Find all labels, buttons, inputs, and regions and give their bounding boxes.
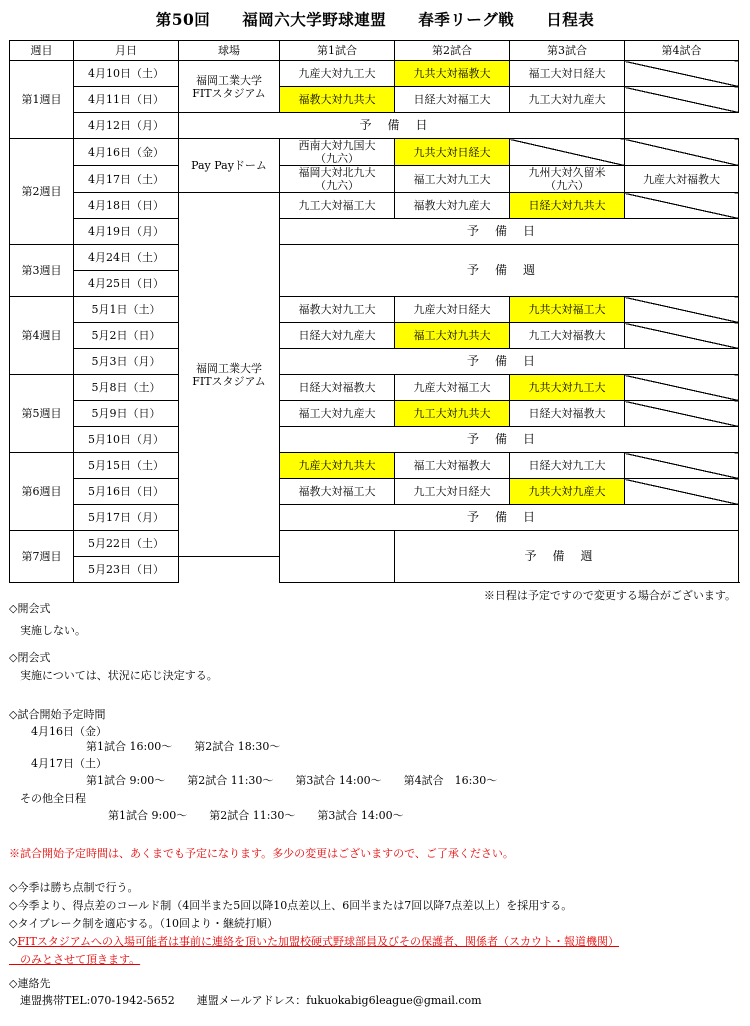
game-cell: 九産大対福工大 <box>395 375 510 401</box>
game-cell: 西南大対九国大 （九六） <box>280 139 395 166</box>
table-row <box>10 375 739 401</box>
reserve-day: 予備日 <box>280 219 739 245</box>
header-game3: 第3試合 <box>510 41 625 61</box>
week-cell: 第1週目 <box>10 61 74 139</box>
game-cell: 日経大対九工大 <box>510 453 625 479</box>
start-times-games: 第1試合 9:00～ 第2試合 11:30～ 第3試合 14:00～ 第4試合 16:30～ <box>9 774 498 787</box>
date-cell: 5月16日（日） <box>74 479 179 505</box>
date-cell: 5月23日（日） <box>74 557 179 583</box>
table-row <box>10 61 739 87</box>
rule-warning: FITスタジアムへの入場可能者は事前に連絡を頂いた加盟校硬式野球部員及びその保護者、関係者（スカウト・報道機関） <box>17 935 620 948</box>
game-cell: 福工大対福教大 <box>395 453 510 479</box>
empty-slot <box>625 61 739 87</box>
start-times-date: 4月16日（金） <box>9 725 107 738</box>
start-times-date: 4月17日（土） <box>9 757 107 770</box>
empty-slot <box>625 479 739 505</box>
game-cell: 福岡大対北九大 （九六） <box>280 166 395 193</box>
game-cell-highlight: 九工大対九共大 <box>395 401 510 427</box>
week-cell: 第7週目 <box>10 531 74 583</box>
game-cell: 九工大対福教大 <box>510 323 625 349</box>
rule-text: ◇今季より、得点差のコールド制（4回半また5回以降10点差以上、6回半または7回以降7点差以上）を採用する。 <box>9 899 573 912</box>
table-row <box>10 245 739 271</box>
header-game4: 第4試合 <box>625 41 739 61</box>
header-game2: 第2試合 <box>395 41 510 61</box>
date-cell: 5月17日（月） <box>74 505 179 531</box>
game-cell: 九産大対九工大 <box>280 61 395 87</box>
game-cell: 福教大対九工大 <box>280 297 395 323</box>
date-cell: 4月24日（土） <box>74 245 179 271</box>
table-row <box>10 219 739 245</box>
week-cell: 第6週目 <box>10 453 74 531</box>
table-row <box>10 401 739 427</box>
week-cell: 第3週目 <box>10 245 74 297</box>
closing-heading: ◇閉会式 <box>9 651 51 664</box>
game-cell-highlight: 日経大対九共大 <box>510 193 625 219</box>
contact-heading: ◇連絡先 <box>9 977 51 990</box>
game-cell-highlight: 九共大対九工大 <box>510 375 625 401</box>
date-cell: 5月22日（土） <box>74 531 179 557</box>
empty-slot <box>625 453 739 479</box>
table-row <box>10 297 739 323</box>
game-cell: 福教大対福工大 <box>280 479 395 505</box>
empty-slot <box>625 193 739 219</box>
game-cell: 九工大対日経大 <box>395 479 510 505</box>
start-times-date: その他全日程 <box>9 792 86 805</box>
game-cell-highlight: 九共大対日経大 <box>395 139 510 166</box>
rule-text: ◇タイブレーク制を適応する。（10回より・継続打順） <box>9 917 278 930</box>
start-times-games: 第1試合 16:00～ 第2試合 18:30～ <box>9 740 281 753</box>
empty-slot <box>625 401 739 427</box>
contact-body: 連盟携帯TEL:070-1942-5652 連盟メールアドレス：fukuokabig6league@gmail.com <box>9 994 482 1007</box>
date-cell: 4月19日（月） <box>74 219 179 245</box>
table-row <box>10 531 739 557</box>
game-cell: 福工大対日経大 <box>510 61 625 87</box>
reserve-day: 予備日 <box>179 113 625 139</box>
table-row <box>10 87 739 113</box>
date-cell: 4月16日（金） <box>74 139 179 166</box>
week-cell: 第2週目 <box>10 139 74 245</box>
table-row <box>10 166 739 193</box>
game-cell-highlight: 福教大対九共大 <box>280 87 395 113</box>
date-cell: 5月2日（日） <box>74 323 179 349</box>
empty-slot <box>510 139 625 166</box>
game-cell: 福工大対九工大 <box>395 166 510 193</box>
game-cell-highlight: 九共大対福工大 <box>510 297 625 323</box>
schedule-table <box>9 40 739 583</box>
week-cell: 第5週目 <box>10 375 74 453</box>
date-cell: 5月8日（土） <box>74 375 179 401</box>
table-row <box>10 139 739 166</box>
venue-cell-empty <box>280 531 395 583</box>
date-cell: 5月3日（月） <box>74 349 179 375</box>
rule-bullet: ◇ <box>9 935 18 948</box>
game-cell: 九州大対久留米 （九六） <box>510 166 625 193</box>
empty-slot <box>625 87 739 113</box>
week-cell: 第4週目 <box>10 297 74 375</box>
venue-cell: 福岡工業大学 FITスタジアム <box>179 61 280 113</box>
game-cell: 九工大対福工大 <box>280 193 395 219</box>
game-cell: 日経大対福教大 <box>280 375 395 401</box>
venue-cell: Pay Payドーム <box>179 139 280 193</box>
rule-warning-cont: のみとさせて頂きます。 <box>9 953 141 966</box>
header-game1: 第1試合 <box>280 41 395 61</box>
table-row <box>10 479 739 505</box>
start-times-heading: ◇試合開始予定時間 <box>9 708 106 721</box>
reserve-day: 予備日 <box>280 427 739 453</box>
date-cell: 5月15日（土） <box>74 453 179 479</box>
date-cell: 5月1日（土） <box>74 297 179 323</box>
header-week: 週目 <box>10 41 74 61</box>
page-title: 第50回 福岡六大学野球連盟 春季リーグ戦 日程表 <box>155 10 595 29</box>
reserve-day: 予備日 <box>280 505 739 531</box>
closing-body: 実施については、状況に応じ決定する。 <box>9 669 218 682</box>
game-cell-highlight: 九共大対福教大 <box>395 61 510 87</box>
table-row <box>10 453 739 479</box>
date-cell: 5月9日（日） <box>74 401 179 427</box>
start-times-games: 第1試合 9:00～ 第2試合 11:30～ 第3試合 14:00～ <box>9 809 404 822</box>
empty-slot <box>625 375 739 401</box>
schedule-note: ※日程は予定ですので変更する場合がございます。 <box>483 589 736 602</box>
table-row <box>10 323 739 349</box>
date-cell: 4月11日（日） <box>74 87 179 113</box>
table-row <box>10 113 739 139</box>
date-cell: 5月10日（月） <box>74 427 179 453</box>
game-cell: 九工大対九産大 <box>510 87 625 113</box>
game-cell: 九産大対福教大 <box>625 166 739 193</box>
empty-slot <box>625 139 739 166</box>
date-cell: 4月25日（日） <box>74 271 179 297</box>
empty-slot <box>625 323 739 349</box>
table-header-row <box>10 41 739 61</box>
game-cell: 福工大対九産大 <box>280 401 395 427</box>
warning-text: ※試合開始予定時間は、あくまでも予定になります。多少の変更はございますので、ご了承ください。 <box>9 847 514 860</box>
header-venue: 球場 <box>179 41 280 61</box>
opening-heading: ◇開会式 <box>9 602 51 615</box>
date-cell: 4月17日（土） <box>74 166 179 193</box>
empty-slot <box>625 297 739 323</box>
game-cell: 福教大対九産大 <box>395 193 510 219</box>
reserve-day: 予備日 <box>280 349 739 375</box>
game-cell-highlight: 九共大対九産大 <box>510 479 625 505</box>
table-row <box>10 427 739 453</box>
table-row <box>10 505 739 531</box>
game-cell-highlight: 九産大対九共大 <box>280 453 395 479</box>
header-date: 月日 <box>74 41 179 61</box>
rule-text <box>9 933 619 950</box>
game-cell-highlight: 福工大対九共大 <box>395 323 510 349</box>
game-cell: 日経大対福工大 <box>395 87 510 113</box>
venue-cell: 福岡工業大学 FITスタジアム <box>179 193 280 557</box>
reserve-week: 予備週 <box>280 245 739 297</box>
table-row <box>10 349 739 375</box>
rule-text: ◇今季は勝ち点制で行う。 <box>9 881 139 894</box>
reserve-week: 予備週 <box>395 531 739 583</box>
table-row <box>10 193 739 219</box>
date-cell: 4月10日（土） <box>74 61 179 87</box>
game-cell: 九産大対日経大 <box>395 297 510 323</box>
game-cell: 日経大対福教大 <box>510 401 625 427</box>
date-cell: 4月12日（月） <box>74 113 179 139</box>
opening-body: 実施しない。 <box>9 624 86 637</box>
game-cell: 日経大対九産大 <box>280 323 395 349</box>
date-cell: 4月18日（日） <box>74 193 179 219</box>
